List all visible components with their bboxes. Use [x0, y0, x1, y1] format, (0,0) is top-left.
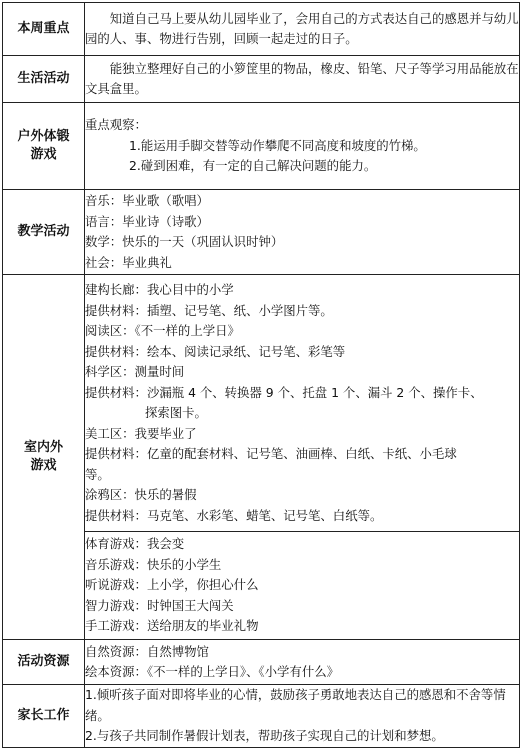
row-weekly-focus: [3, 3, 520, 56]
area-item: 等。: [85, 466, 110, 482]
game-item: 智力游戏：时钟国王大闯关: [85, 597, 234, 613]
weekly-plan-table: [2, 2, 520, 748]
game-item: 体育游戏：我会变: [85, 536, 185, 552]
outdoor-point: 1.能运用手脚交替等动作攀爬不同高度和坡度的竹梯。: [129, 137, 426, 153]
area-item: 阅读区：《不一样的上学日》: [85, 323, 240, 338]
games-content: [85, 532, 520, 640]
resource-item: 自然资源：自然博物馆: [85, 643, 209, 659]
teaching-activity-content: [85, 190, 520, 275]
parent-work-item: 2.与孩子共同制作暑假计划表，帮助孩子实现自己的计划和梦想。: [85, 728, 444, 743]
area-item: 涂鸦区：快乐的暑假: [85, 487, 197, 502]
heading-weekly-focus: [3, 3, 85, 56]
row-outdoor-exercise: [3, 103, 520, 190]
heading-teaching-activity-text: 教学活动: [17, 224, 70, 239]
game-item: 听说游戏：上小学，你担心什么: [85, 577, 259, 593]
game-item: 手工游戏：送给朋友的毕业礼物: [85, 618, 259, 634]
life-activity-content: [85, 56, 520, 103]
activity-resources-content: [85, 640, 520, 685]
heading-outdoor-line1: 户外体锻: [17, 129, 70, 144]
weekly-focus-text: 知道自己马上要从幼儿园毕业了，会用自己的方式表达自己的感恩并与幼儿园的人、事、物进行告别，回顾一起走过的日子。: [85, 10, 519, 46]
area-item: 建构长廊：我心目中的小学: [85, 282, 234, 297]
heading-parent-work: [3, 685, 85, 748]
outdoor-point: 2.碰到困难，有一定的自己解决问题的能力。: [129, 158, 377, 174]
heading-outdoor-line2: 游戏: [30, 147, 57, 162]
area-item: 探索图卡。: [145, 405, 207, 420]
teaching-item: 数学：快乐的一天（巩固认识时钟）: [85, 234, 284, 249]
heading-indoor-line2: 游戏: [30, 458, 57, 473]
heading-life-activity: [3, 56, 85, 103]
heading-parent-work-text: 家长工作: [17, 707, 70, 723]
teaching-item: 语言：毕业诗（诗歌）: [85, 213, 209, 229]
heading-outdoor-exercise: [3, 103, 85, 190]
row-activity-resources: [3, 640, 520, 685]
teaching-item: 音乐：毕业歌（歌唱）: [85, 193, 209, 208]
area-item: 提供材料：沙漏瓶 4 个、转换器 9 个、托盘 1 个、漏斗 2 个、操作卡、: [85, 384, 483, 400]
weekly-focus-content: [85, 3, 520, 56]
row-teaching-activity: [3, 190, 520, 275]
heading-life-activity-text: 生活活动: [17, 71, 70, 86]
game-item: 音乐游戏：快乐的小学生: [85, 556, 222, 572]
heading-activity-resources: [3, 640, 85, 685]
row-parent-work: [3, 685, 520, 748]
heading-indoor-outdoor-games: [3, 275, 85, 640]
heading-teaching-activity: [3, 190, 85, 275]
row-life-activity: [3, 56, 520, 103]
life-activity-text: 能独立整理好自己的小箩筐里的物品，橡皮、铅笔、尺子等学习用品能放在文具盒里。: [85, 60, 519, 96]
parent-work-content: [85, 685, 520, 748]
outdoor-focus-label: 重点观察：: [85, 117, 147, 133]
area-item: 提供材料：绘本、阅读记录纸、记号笔、彩笔等: [85, 343, 346, 359]
area-item: 提供材料：亿童的配套材料、记号笔、油画棒、白纸、卡纸、小毛球: [85, 446, 457, 461]
heading-weekly-focus-text: 本周重点: [17, 21, 70, 36]
area-item: 提供材料：插塑、记号笔、纸、小学图片等。: [85, 302, 333, 318]
learning-areas-content: [85, 275, 520, 532]
heading-indoor-line1: 室内外: [23, 440, 63, 455]
row-indoor-outdoor-games: [3, 275, 520, 532]
parent-work-item: 1.倾听孩子面对即将毕业的心情，鼓励孩子勇敢地表达自己的感恩和不舍等情绪。: [85, 687, 506, 723]
heading-activity-resources-text: 活动资源: [17, 654, 70, 669]
area-item: 美工区：我要毕业了: [85, 425, 197, 441]
area-item: 科学区：测量时间: [85, 364, 185, 379]
outdoor-exercise-content: [85, 103, 520, 190]
resource-item: 绘本资源：《不一样的上学日》、《小学有什么》: [85, 664, 339, 679]
teaching-item: 社会：毕业典礼: [85, 254, 172, 270]
area-item: 提供材料：马克笔、水彩笔、蜡笔、记号笔、白纸等。: [85, 507, 383, 523]
